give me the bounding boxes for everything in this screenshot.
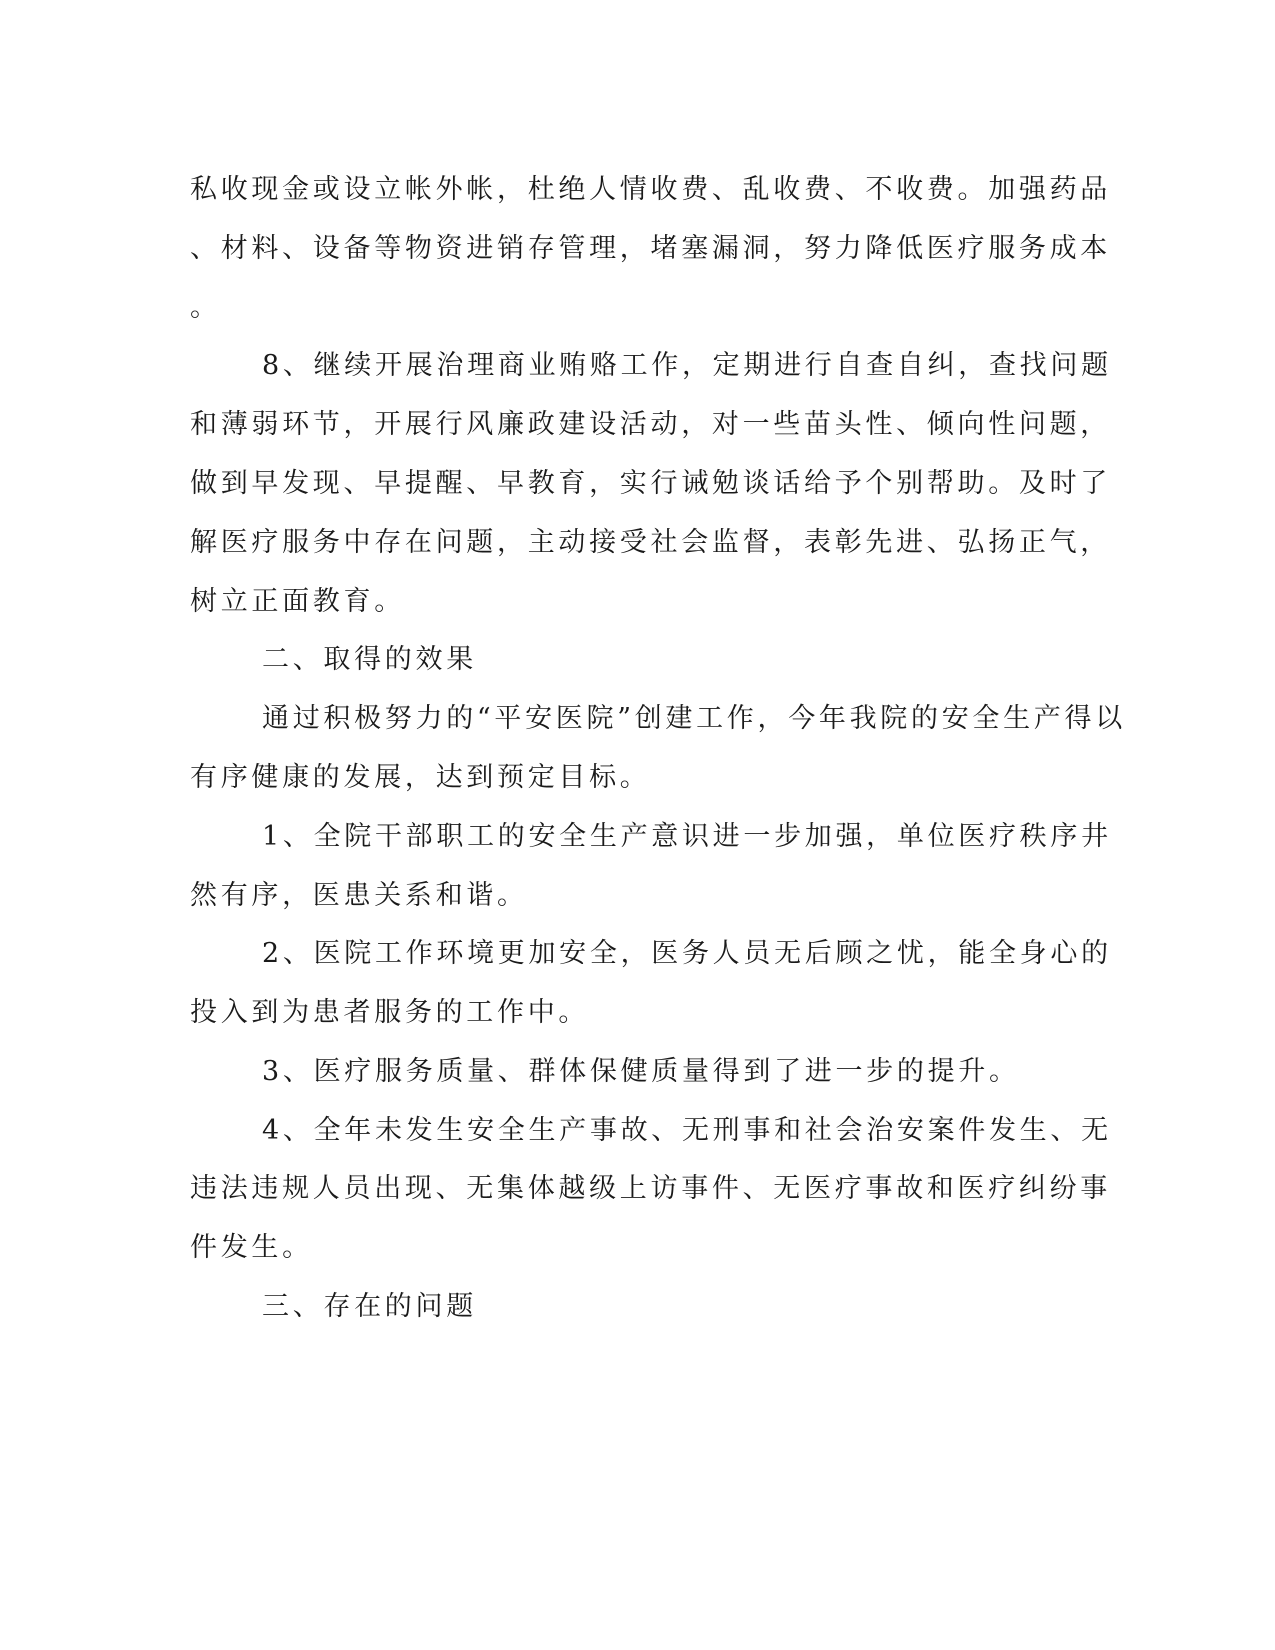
paragraph-line: 有序健康的发展，达到预定目标。 [190,762,651,793]
paragraph-line: 通过积极努力的“平安医院”创建工作，今年我院的安全生产得以 [262,703,1126,734]
paragraph-line: 做到早发现、早提醒、早教育，实行诫勉谈话给予个别帮助。及时了 [190,468,1111,499]
paragraph-line: 4、全年未发生安全生产事故、无刑事和社会治安案件发生、无 [262,1115,1112,1146]
section-heading: 二、取得的效果 [262,644,477,675]
paragraph-line: 8、继续开展治理商业贿赂工作，定期进行自查自纠，查找问题 [262,350,1112,381]
paragraph-line: 和薄弱环节，开展行风廉政建设活动，对一些苗头性、倾向性问题， [190,409,1111,440]
paragraph-line: 件发生。 [190,1232,313,1263]
paragraph-line: 1、全院干部职工的安全生产意识进一步加强，单位医疗秩序井 [262,821,1112,852]
paragraph-line: 解医疗服务中存在问题，主动接受社会监督，表彰先进、弘扬正气， [190,527,1111,558]
paragraph-line: 然有序，医患关系和谐。 [190,880,528,911]
paragraph-line: 违法违规人员出现、无集体越级上访事件、无医疗事故和医疗纠纷事 [190,1173,1111,1204]
paragraph-line: 3、医疗服务质量、群体保健质量得到了进一步的提升。 [262,1056,1020,1087]
paragraph-line: 。 [190,292,221,323]
paragraph-line: 私收现金或设立帐外帐，杜绝人情收费、乱收费、不收费。加强药品 [190,174,1111,205]
section-heading: 三、存在的问题 [262,1291,477,1322]
paragraph-line: 投入到为患者服务的工作中。 [190,997,590,1028]
paragraph-line: 树立正面教育。 [190,586,405,617]
paragraph-line: 、材料、设备等物资进销存管理，堵塞漏洞，努力降低医疗服务成本 [190,233,1111,264]
paragraph-line: 2、医院工作环境更加安全，医务人员无后顾之忧，能全身心的 [262,938,1112,969]
